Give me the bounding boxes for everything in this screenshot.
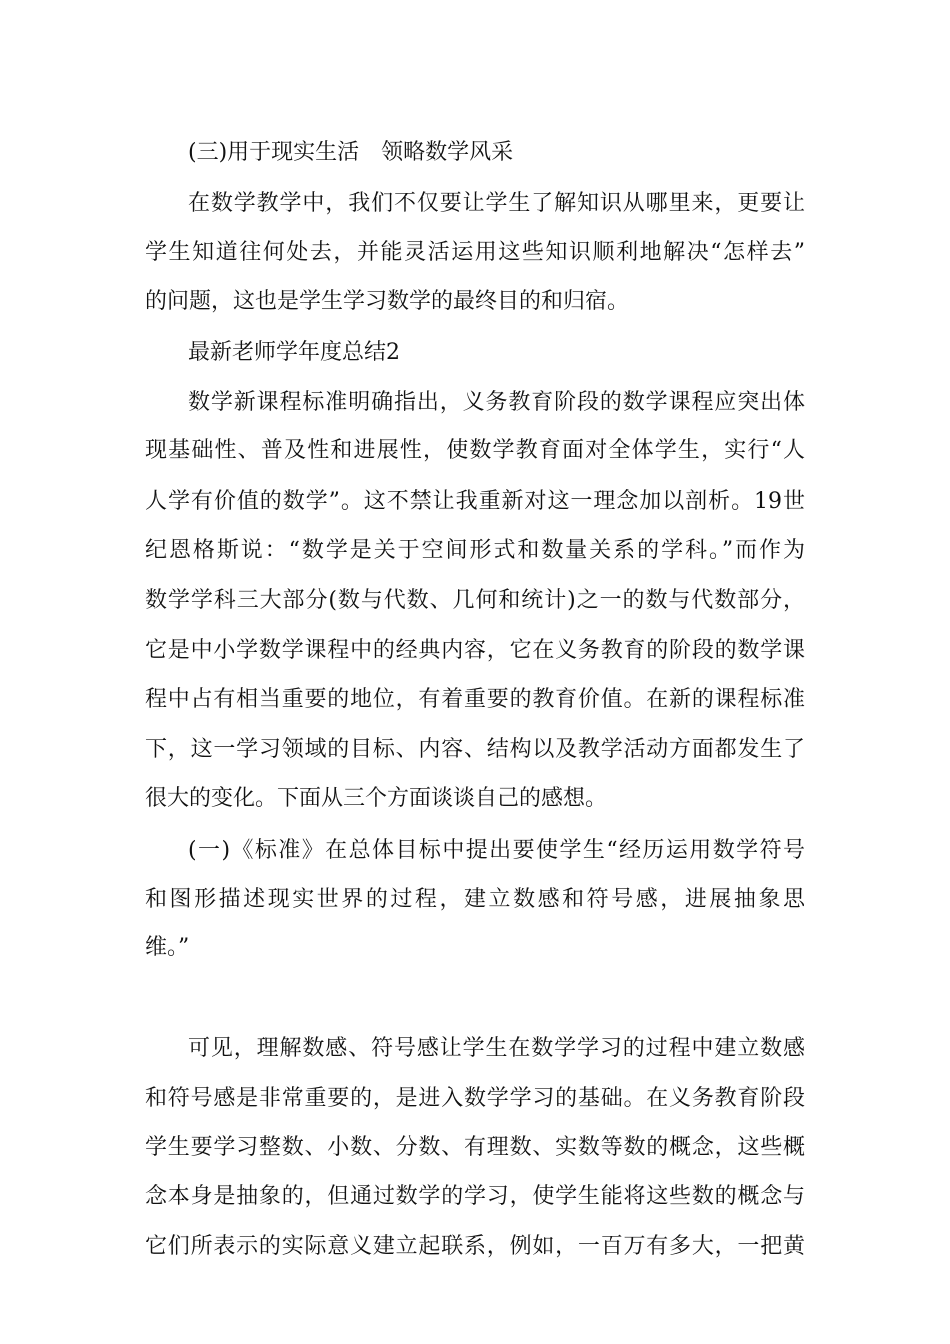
- paragraph-line: [145, 436, 805, 466]
- paragraph-line: [145, 1133, 805, 1163]
- paragraph-line: 很大的变化。下面从三个方面谈谈自己的感想。: [145, 786, 608, 811]
- paragraph-line-text: 和图形描述现实世界的过程，建立数感和符号感，进展抽象思: [145, 887, 805, 912]
- paragraph-line-text: 下，这一学习领域的目标、内容、结构以及教学活动方面都发生了: [145, 737, 805, 762]
- paragraph-line-text: 学生要学习整数、小数、分数、有理数、实数等数的概念，这些概: [145, 1135, 805, 1160]
- paragraph-line-text: 它们所表示的实际意义建立起联系，例如，一百万有多大，一把黄: [145, 1234, 805, 1259]
- paragraph-line: [145, 487, 805, 517]
- paragraph-line-text: 纪恩格斯说：“数学是关于空间形式和数量关系的学科。”而作为: [145, 538, 805, 563]
- paragraph-line: [188, 388, 805, 418]
- paragraph-line: [188, 1034, 805, 1064]
- paragraph-line: [188, 189, 805, 219]
- section-title: 最新老师学年度总结2: [188, 340, 400, 365]
- paragraph-line: [145, 1182, 805, 1212]
- section-heading: (三)用于现实生活 领略数学风采: [188, 140, 514, 165]
- paragraph-line-text: (一)《标准》在总体目标中提出要使学生“经历运用数学符号: [188, 838, 805, 863]
- paragraph-line-text: 念本身是抽象的，但通过数学的学习，使学生能将这些数的概念与: [145, 1184, 805, 1209]
- paragraph-line: [145, 238, 805, 268]
- paragraph-line: [145, 1084, 805, 1114]
- paragraph-line-text: 数学学科三大部分(数与代数、几何和统计)之一的数与代数部分，: [145, 588, 805, 613]
- paragraph-line: [145, 636, 805, 666]
- paragraph-line: [145, 586, 805, 616]
- paragraph-line-text: 它是中小学数学课程中的经典内容，它在义务教育的阶段的数学课: [145, 638, 805, 663]
- paragraph-line-text: 程中占有相当重要的地位，有着重要的教育价值。在新的课程标准: [145, 687, 805, 712]
- paragraph-line: [145, 1232, 805, 1262]
- paragraph-line-text: 在数学教学中，我们不仅要让学生了解知识从哪里来，更要让: [188, 191, 805, 216]
- paragraph-line: [145, 536, 805, 566]
- paragraph-line-text: 可见，理解数感、符号感让学生在数学学习的过程中建立数感: [188, 1036, 805, 1061]
- paragraph-line-text: 人学有价值的数学”。这不禁让我重新对这一理念加以剖析。19世: [145, 489, 805, 514]
- paragraph-line-text: 学生知道往何处去，并能灵活运用这些知识顺利地解决“怎样去”: [145, 240, 805, 265]
- paragraph-line: [145, 685, 805, 715]
- paragraph-line: [145, 735, 805, 765]
- paragraph-line: 的问题，这也是学生学习数学的最终目的和归宿。: [145, 289, 630, 314]
- paragraph-line: 维。”: [145, 935, 190, 960]
- paragraph-line: [145, 885, 805, 915]
- paragraph-line-text: 现基础性、普及性和进展性，使数学教育面对全体学生，实行“人: [145, 438, 805, 463]
- paragraph-line: [188, 836, 805, 866]
- paragraph-line-text: 和符号感是非常重要的，是进入数学学习的基础。在义务教育阶段: [145, 1086, 805, 1111]
- paragraph-line-text: 数学新课程标准明确指出，义务教育阶段的数学课程应突出体: [188, 390, 805, 415]
